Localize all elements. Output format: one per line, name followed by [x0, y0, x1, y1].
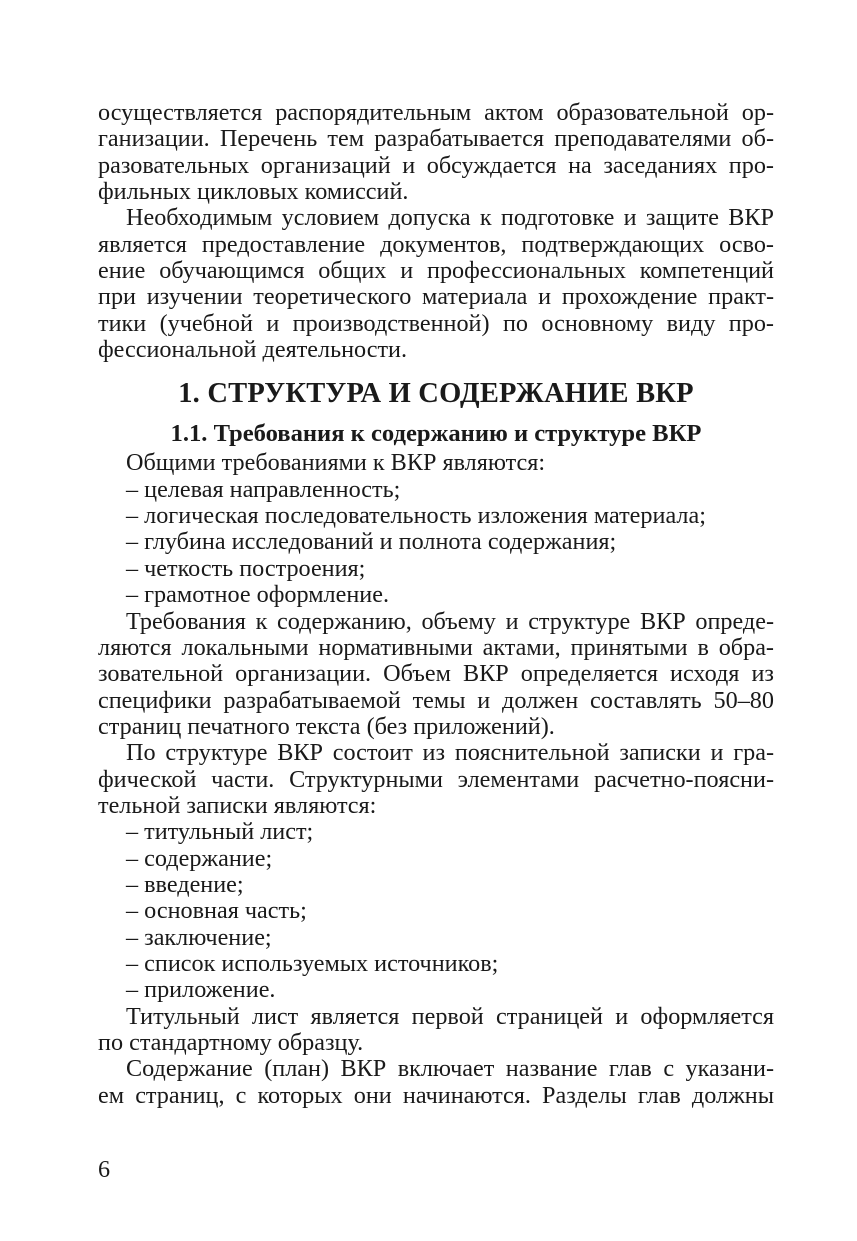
text-line: Титульный лист является первой страницей и оформляется [126, 1003, 774, 1030]
text-line: зовательной организации. Объем ВКР определяется исходя из [98, 661, 774, 688]
paragraph [98, 609, 774, 741]
list-item: – четкость построения; [126, 555, 366, 582]
text-line: фической части. Структурными элементами расчетно-поясни- [98, 766, 774, 793]
list-item: – глубина исследований и полнота содержания; [126, 529, 617, 556]
paragraph [98, 740, 774, 819]
list-item: – введение; [126, 871, 244, 898]
list-item: – логическая последовательность изложения материала; [126, 503, 706, 530]
chapter-heading: 1. СТРУКТУРА И СОДЕРЖАНИЕ ВКР [178, 378, 694, 410]
text-line: разовательных организаций и обсуждается на заседаниях про- [98, 152, 774, 179]
text-line: страниц печатного текста (без приложений). [98, 713, 555, 740]
list-item: – заключение; [126, 924, 272, 951]
text-line: ляются локальными нормативными актами, принятыми в обра- [98, 634, 774, 661]
text-line: тики (учебной и производственной) по основному виду про- [98, 310, 774, 337]
text-line: является предоставление документов, подтверждающих осво- [98, 231, 774, 258]
text-line: ение обучающимся общих и профессиональных компетенций [98, 258, 774, 285]
text-line: По структуре ВКР состоит из пояснительной записки и гра- [126, 740, 774, 767]
page-body [98, 100, 774, 1109]
text-line: специфики разрабатываемой темы и должен составлять 50–80 [98, 687, 774, 714]
text-line: ганизации. Перечень тем разрабатывается преподавателями об- [98, 126, 774, 153]
list-item: – титульный лист; [126, 819, 314, 846]
list-item: – основная часть; [126, 898, 307, 925]
list-item: – приложение. [126, 977, 276, 1004]
paragraph [98, 100, 774, 205]
paragraph [98, 205, 774, 363]
list-intro: Общими требованиями к ВКР являются: [126, 450, 546, 477]
requirements-list [98, 450, 774, 608]
text-line: при изучении теоретического материала и прохождение практ- [98, 284, 774, 311]
list-item: – целевая направленность; [126, 476, 401, 503]
text-line: ем страниц, с которых они начинаются. Разделы глав должны [98, 1082, 774, 1109]
text-line: осуществляется распорядительным актом образовательной ор- [98, 100, 774, 126]
text-line: по стандартному образцу. [98, 1030, 364, 1056]
page-number: 6 [98, 1156, 111, 1183]
structure-list [98, 819, 774, 1003]
list-item: – список используемых источников; [126, 950, 499, 977]
text-line: тельной записки являются: [98, 792, 377, 819]
section-heading: 1.1. Требования к содержанию и структуре ВКР [170, 420, 702, 448]
text-line: Требования к содержанию, объему и структуре ВКР опреде- [126, 608, 774, 635]
text-line: фильных цикловых комиссий. [98, 179, 409, 206]
paragraph [98, 1004, 774, 1057]
text-line: Необходимым условием допуска к подготовке и защите ВКР [126, 205, 774, 232]
paragraph [98, 1056, 774, 1109]
list-item: – содержание; [126, 845, 273, 872]
text-line: фессиональной деятельности. [98, 337, 408, 364]
list-item: – грамотное оформление. [126, 582, 390, 609]
text-line: Содержание (план) ВКР включает название глав с указани- [126, 1056, 774, 1083]
